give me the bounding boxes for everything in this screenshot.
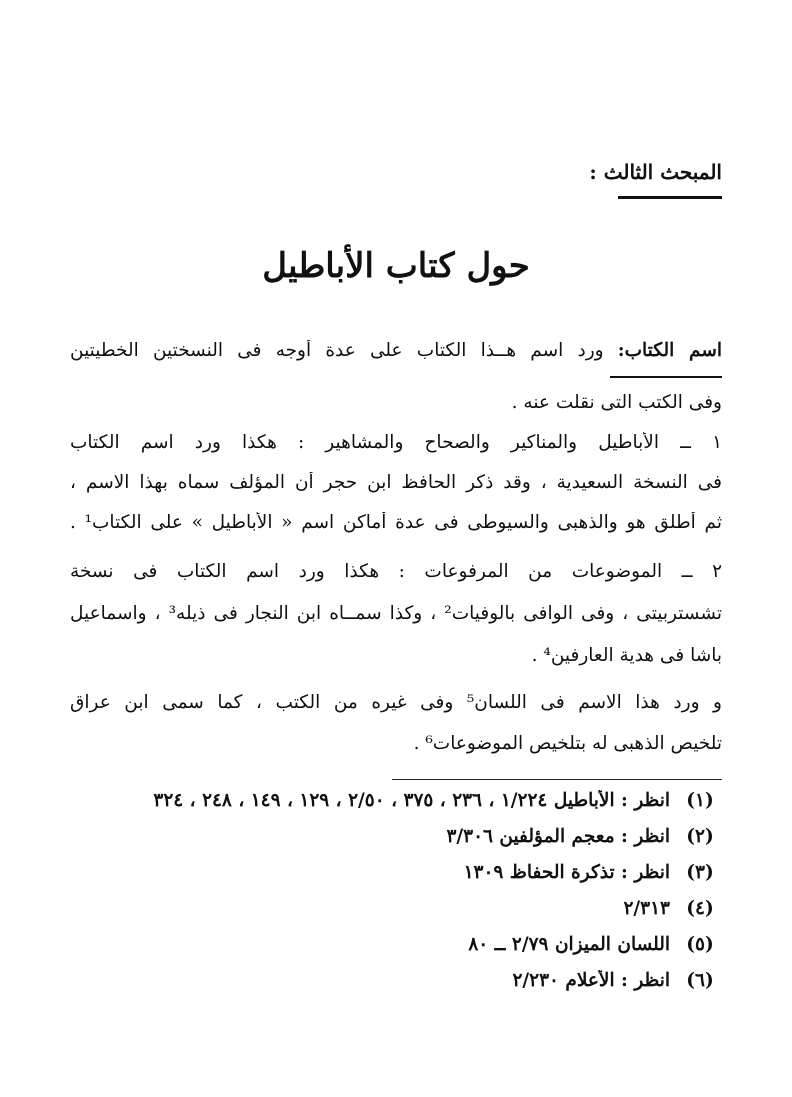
paragraph-line: ثم أطلق هو والذهبى والسيوطى فى عدة أماكن اسم « الأباطيل » على الكتاب¹ . bbox=[70, 512, 722, 533]
footnote-text: انظر : الأعلام ٢/٢٣٠ bbox=[512, 970, 670, 991]
footnote-number: (٦) bbox=[686, 970, 714, 991]
footnote-item bbox=[70, 790, 722, 811]
paragraph-text: ورد اسم هــذا الكتاب على عدة أوجه فى النسختين الخطيتين bbox=[70, 340, 604, 361]
paragraph-line: وفى الكتب التى نقلت عنه . bbox=[511, 392, 722, 413]
footnote-item bbox=[70, 862, 722, 883]
footnote-number: (٥) bbox=[686, 934, 714, 955]
footnote-number: (٣) bbox=[686, 862, 714, 883]
paragraph-line: تشستربيتى ، وفى الوافى بالوفيات² ، وكذا سمــاه ابن النجار فى ذيله³ ، واسماعيل bbox=[70, 603, 722, 624]
footnote-separator bbox=[392, 779, 722, 780]
paragraph-line: باشا فى هدية العارفين⁴ . bbox=[531, 645, 722, 666]
footnote-item bbox=[70, 898, 722, 919]
paragraph-line: فى النسخة السعيدية ، وقد ذكر الحافظ ابن حجر أن المؤلف سماه بهذا الاسم ، bbox=[70, 472, 722, 493]
footnote-text: ٢/٣١٣ bbox=[623, 898, 670, 919]
page-title: حول كتاب الأباطيل bbox=[262, 246, 530, 286]
footnote-number: (٤) bbox=[686, 898, 714, 919]
section-label: المبحث الثالث : bbox=[589, 160, 722, 184]
paragraph-line: تلخيص الذهبى له بتلخيص الموضوعات⁶ . bbox=[413, 733, 722, 754]
footnote-number: (٢) bbox=[686, 826, 714, 847]
footnote-text: انظر : الأباطيل ١/٢٢٤ ، ٢٣٦ ، ٣٧٥ ، ٢/٥٠ ، ١٢٩ ، ١٤٩ ، ٢٤٨ ، ٣٢٤ bbox=[153, 790, 670, 811]
paragraph-line: ١ ــ الأباطيل والمناكير والصحاح والمشاهير : هكذا ورد اسم الكتاب bbox=[70, 432, 722, 453]
lead-heading-underline bbox=[610, 376, 722, 378]
footnote-text: انظر : معجم المؤلفين ٣/٣٠٦ bbox=[446, 826, 670, 847]
paragraph-line: ٢ ــ الموضوعات من المرفوعات : هكذا ورد اسم الكتاب فى نسخة bbox=[70, 561, 722, 582]
footnote-text: انظر : تذكرة الحفاظ ١٣٠٩ bbox=[463, 862, 670, 883]
paragraph-lead-heading: اسم الكتاب: bbox=[617, 340, 722, 361]
footnote-text: اللسان الميزان ٢/٧٩ ــ ٨٠ bbox=[468, 934, 670, 955]
paragraph-line: و ورد هذا الاسم فى اللسان⁵ وفى غيره من الكتب ، كما سمى ابن عراق bbox=[70, 692, 722, 713]
section-label-underline bbox=[618, 196, 722, 199]
paragraph-line bbox=[70, 340, 722, 361]
footnote-item bbox=[70, 970, 722, 991]
footnote-item bbox=[70, 934, 722, 955]
footnote-item bbox=[70, 826, 722, 847]
footnote-number: (١) bbox=[686, 790, 714, 811]
